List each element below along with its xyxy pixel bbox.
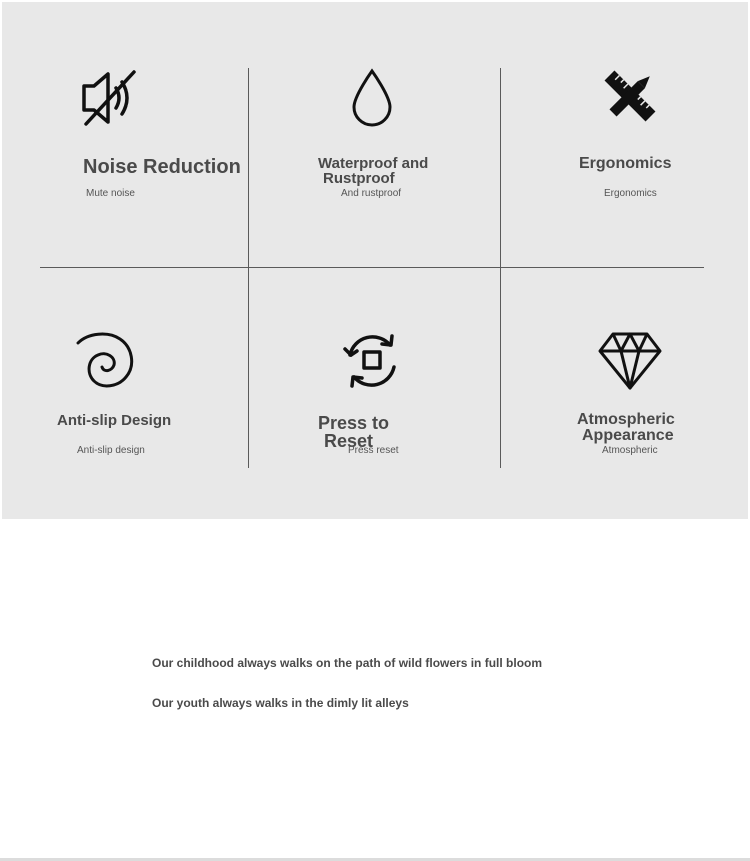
feature-title-press-to-reset-line2: Reset	[324, 431, 374, 451]
grid-divider-vertical-1	[248, 68, 249, 468]
spiral-icon	[74, 331, 136, 391]
water-drop-icon	[350, 68, 394, 128]
mute-speaker-icon	[80, 68, 140, 128]
ruler-pencil-icon	[600, 68, 660, 124]
feature-title-waterproof-line1: Waterproof and	[318, 155, 429, 172]
feature-title-atmospheric-line1: Atmospheric	[577, 411, 675, 428]
grid-divider-vertical-2	[500, 68, 501, 468]
feature-title-ergonomics: Ergonomics	[579, 155, 672, 172]
feature-title-anti-slip-design: Anti-slip Design	[57, 412, 172, 429]
feature-title-press-to-reset-line1: Press to	[318, 413, 390, 433]
reset-arrows-icon	[342, 331, 402, 391]
feature-title-waterproof-line2: Rustproof	[323, 170, 395, 187]
diamond-icon	[597, 331, 663, 391]
feature-subtitle-press-reset: Press reset	[348, 445, 399, 456]
feature-subtitle-and-rustproof: And rustproof	[341, 188, 402, 199]
tagline-youth: Our youth always walks in the dimly lit alleys	[152, 696, 409, 710]
feature-subtitle-mute-noise: Mute noise	[86, 188, 135, 199]
feature-subtitle-anti-slip-design: Anti-slip design	[77, 445, 145, 456]
feature-title-noise-reduction: Noise Reduction	[83, 156, 241, 178]
tagline-childhood: Our childhood always walks on the path of wild flowers in full bloom	[152, 656, 543, 670]
feature-title-atmospheric-line2: Appearance	[582, 427, 674, 444]
feature-subtitle-atmospheric: Atmospheric	[602, 445, 658, 456]
grid-divider-horizontal	[40, 267, 704, 268]
feature-subtitle-ergonomics: Ergonomics	[604, 188, 657, 199]
